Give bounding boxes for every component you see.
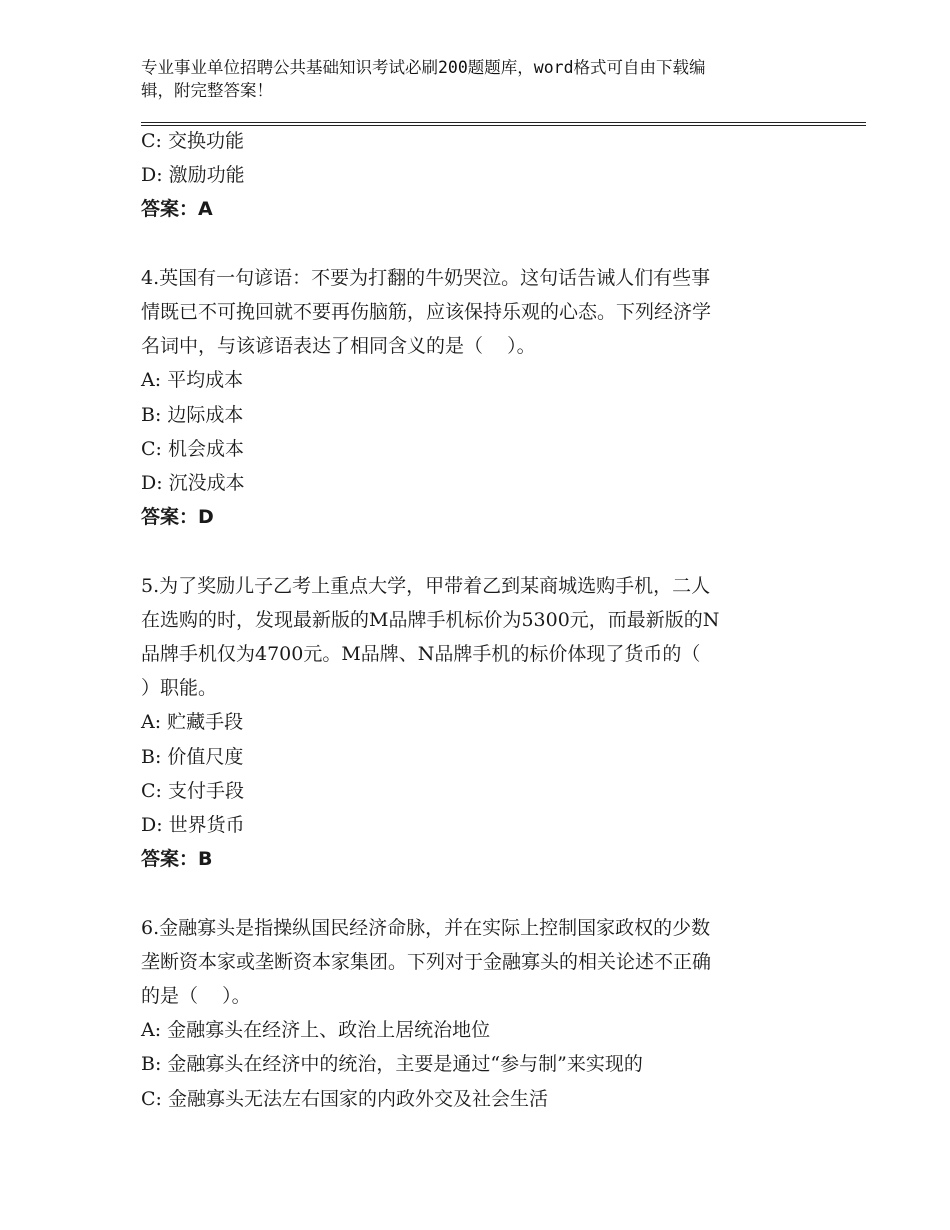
option-b: B: 金融寡头在经济中的统治，主要是通过“参与制”来实现的 (141, 1053, 643, 1076)
option-c: C: 交换功能 (141, 130, 244, 152)
question-text-line: 名词中，与该谚语表达了相同含义的是（ ）。 (141, 335, 536, 358)
question-gap (141, 227, 801, 261)
question-5 (141, 569, 801, 877)
question-content (141, 124, 801, 1116)
header-rule-top (141, 122, 866, 123)
option-d: D: 沉没成本 (141, 472, 245, 495)
option-b: B: 价值尺度 (141, 745, 244, 768)
question-4 (141, 261, 801, 535)
question-text-line: 在选购的时，发现最新版的M品牌手机标价为5300元，而最新版的N (141, 608, 720, 631)
question-6 (141, 911, 801, 1116)
question-gap (141, 534, 801, 568)
question-text-line: 的是（ ）。 (141, 985, 251, 1008)
question-text-line: 6.金融寡头是指操纵国民经济命脉，并在实际上控制国家政权的少数 (141, 916, 711, 939)
option-c: C: 机会成本 (141, 437, 244, 460)
answer-line: 答案：A (141, 198, 213, 221)
option-a: A: 贮藏手段 (141, 711, 244, 734)
question-text-line: 品牌手机仅为4700元。M品牌、N品牌手机的标价体现了货币的（ (141, 643, 701, 666)
option-c: C: 支付手段 (141, 779, 244, 802)
option-c: C: 金融寡头无法左右国家的内政外交及社会生活 (141, 1087, 548, 1110)
question-text-line: 垄断资本家或垄断资本家集团。下列对于金融寡头的相关论述不正确 (141, 950, 712, 973)
option-b: B: 边际成本 (141, 403, 244, 426)
header-line-2: 辑，附完整答案！ (141, 81, 273, 100)
option-a: A: 平均成本 (141, 369, 244, 392)
question-text-line: 情既已不可挽回就不要再伤脑筋，应该保持乐观的心态。下列经济学 (141, 301, 712, 323)
document-header (141, 56, 791, 102)
question-gap (141, 876, 801, 910)
previous-question-tail (141, 124, 801, 227)
question-text-line: ）职能。 (141, 677, 218, 700)
option-a: A: 金融寡头在经济上、政治上居统治地位 (141, 1019, 491, 1042)
option-d: D: 激励功能 (141, 164, 245, 187)
option-d: D: 世界货币 (141, 814, 245, 837)
header-line-1: 专业事业单位招聘公共基础知识考试必刷200题题库，word格式可自由下载编 (141, 58, 706, 77)
answer-line: 答案：D (141, 506, 214, 529)
answer-line: 答案：B (141, 848, 213, 871)
question-text-line: 5.为了奖励儿子乙考上重点大学，甲带着乙到某商城选购手机，二人 (141, 574, 711, 597)
question-text-line: 4.英国有一句谚语：不要为打翻的牛奶哭泣。这句话告诫人们有些事 (141, 266, 711, 289)
